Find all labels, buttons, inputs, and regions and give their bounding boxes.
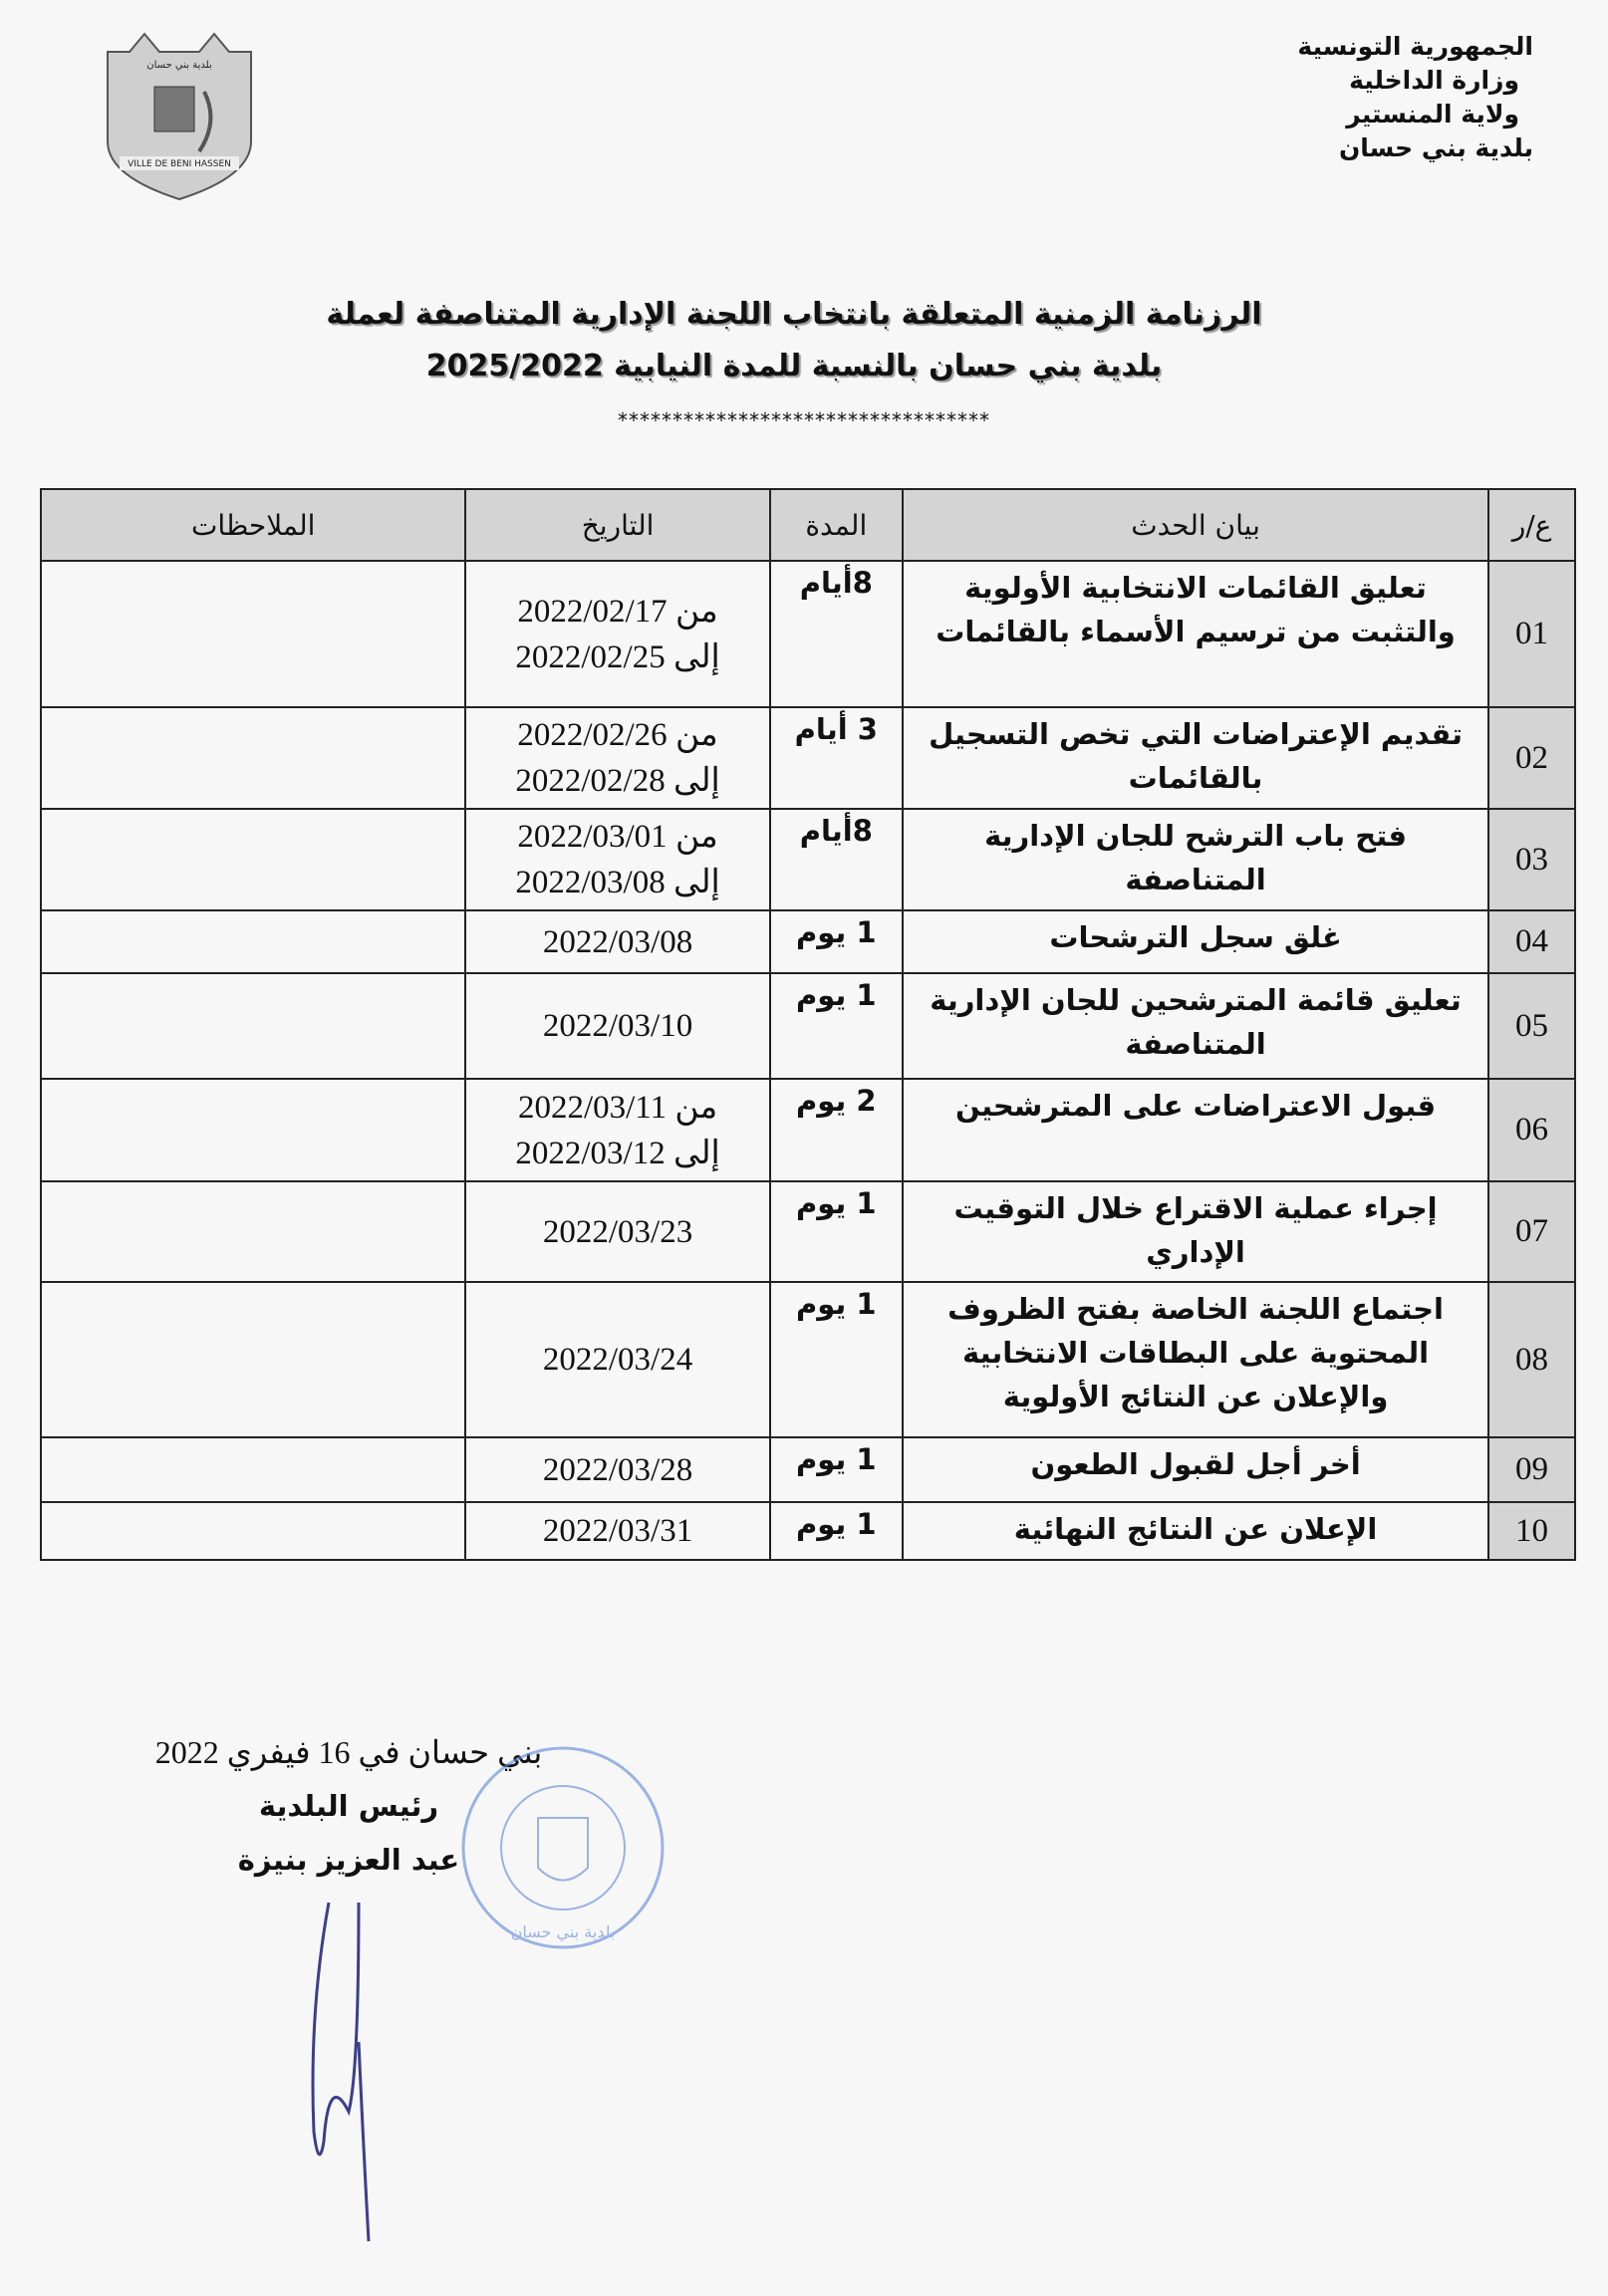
notes-cell bbox=[41, 1437, 465, 1502]
document-title bbox=[239, 289, 1349, 392]
row-number: 04 bbox=[1488, 910, 1575, 973]
duration: 8أيام bbox=[770, 561, 903, 707]
col-date: التاريخ bbox=[465, 489, 769, 561]
table-row bbox=[41, 910, 1575, 973]
date-from: من 2022/03/01 bbox=[517, 819, 718, 855]
date-cell bbox=[465, 910, 769, 973]
table-row bbox=[41, 1079, 1575, 1181]
municipality-logo bbox=[100, 32, 259, 201]
date-to: إلى 2022/02/28 bbox=[515, 763, 720, 799]
duration: 1 يوم bbox=[770, 1282, 903, 1437]
table-row bbox=[41, 1502, 1575, 1560]
event-description: الإعلان عن النتائج النهائية bbox=[903, 1502, 1488, 1560]
header-line: الجمهورية التونسية bbox=[1297, 32, 1533, 61]
row-number: 02 bbox=[1488, 707, 1575, 809]
row-number: 09 bbox=[1488, 1437, 1575, 1502]
header-line: وزارة الداخلية bbox=[1349, 66, 1519, 95]
date-to: إلى 2022/02/25 bbox=[515, 638, 720, 675]
table-row bbox=[41, 973, 1575, 1079]
row-number: 08 bbox=[1488, 1282, 1575, 1437]
notes-cell bbox=[41, 1502, 465, 1560]
notes-cell bbox=[41, 809, 465, 910]
row-number: 07 bbox=[1488, 1181, 1575, 1282]
svg-text:بلدية بني حسان: بلدية بني حسان bbox=[146, 60, 212, 71]
notes-cell bbox=[41, 707, 465, 809]
event-description: فتح باب الترشح للجان الإدارية المتناصفة bbox=[903, 809, 1488, 910]
row-number: 01 bbox=[1488, 561, 1575, 707]
date-cell bbox=[465, 809, 769, 910]
place-date: بني حسان في 16 فيفري 2022 bbox=[154, 1734, 543, 1770]
duration: 1 يوم bbox=[770, 910, 903, 973]
event-description: أخر أجل لقبول الطعون bbox=[903, 1437, 1488, 1502]
date-single: 2022/03/08 bbox=[542, 923, 693, 960]
table-row bbox=[41, 561, 1575, 707]
date-cell bbox=[465, 973, 769, 1079]
date-from: من 2022/02/17 bbox=[517, 593, 718, 630]
separator-stars: ********************************** bbox=[618, 408, 990, 432]
table-header-row bbox=[41, 489, 1575, 561]
date-single: 2022/03/10 bbox=[542, 1008, 693, 1044]
table-row bbox=[41, 809, 1575, 910]
col-notes: الملاحظات bbox=[41, 489, 465, 561]
table-row bbox=[41, 1282, 1575, 1437]
date-to: إلى 2022/03/12 bbox=[515, 1135, 720, 1171]
notes-cell bbox=[41, 973, 465, 1079]
col-duration: المدة bbox=[770, 489, 903, 561]
col-num: ع/ر bbox=[1488, 489, 1575, 561]
date-from: من 2022/03/11 bbox=[517, 1089, 718, 1126]
notes-cell bbox=[41, 561, 465, 707]
duration: 1 يوم bbox=[770, 973, 903, 1079]
duration: 1 يوم bbox=[770, 1502, 903, 1560]
event-description: تقديم الإعتراضات التي تخص التسجيل بالقائمات bbox=[903, 707, 1488, 809]
event-description: تعليق قائمة المترشحين للجان الإدارية المتناصفة bbox=[903, 973, 1488, 1079]
date-cell bbox=[465, 1181, 769, 1282]
header-line: ولاية المنستير bbox=[1346, 100, 1519, 128]
date-cell bbox=[465, 1282, 769, 1437]
date-single: 2022/03/28 bbox=[542, 1451, 693, 1488]
event-description: إجراء عملية الاقتراع خلال التوقيت الإداري bbox=[903, 1181, 1488, 1282]
date-cell bbox=[465, 1437, 769, 1502]
date-cell bbox=[465, 707, 769, 809]
event-description: اجتماع اللجنة الخاصة بفتح الظروف المحتوية على البطاقات الانتخابية والإعلان عن النتائج الأولوية bbox=[903, 1282, 1488, 1437]
notes-cell bbox=[41, 1079, 465, 1181]
duration: 2 يوم bbox=[770, 1079, 903, 1181]
row-number: 03 bbox=[1488, 809, 1575, 910]
duration: 1 يوم bbox=[770, 1181, 903, 1282]
schedule-table bbox=[40, 488, 1576, 1561]
notes-cell bbox=[41, 1181, 465, 1282]
notes-cell bbox=[41, 1282, 465, 1437]
date-to: إلى 2022/03/08 bbox=[515, 865, 720, 900]
date-cell bbox=[465, 561, 769, 707]
event-description: غلق سجل الترشحات bbox=[903, 910, 1488, 973]
date-single: 2022/03/23 bbox=[542, 1213, 693, 1250]
event-description: قبول الاعتراضات على المترشحين bbox=[903, 1079, 1488, 1181]
svg-text:بلدية بني حسان: بلدية بني حسان bbox=[510, 1922, 616, 1941]
row-number: 10 bbox=[1488, 1502, 1575, 1560]
official-stamp bbox=[453, 1738, 672, 1957]
col-event: بيان الحدث bbox=[903, 489, 1488, 561]
date-single: 2022/03/31 bbox=[542, 1513, 693, 1549]
row-number: 06 bbox=[1488, 1079, 1575, 1181]
event-description: تعليق القائمات الانتخابية الأولوية والتثبت من ترسيم الأسماء بالقائمات bbox=[903, 561, 1488, 707]
date-from: من 2022/02/26 bbox=[517, 717, 718, 753]
duration: 3 أيام bbox=[770, 707, 903, 809]
title-line-2: بلدية بني حسان بالنسبة للمدة النيابية 2025/2022 bbox=[425, 349, 1163, 383]
duration: 1 يوم bbox=[770, 1437, 903, 1502]
issuer-header bbox=[1297, 30, 1533, 165]
table-row bbox=[41, 707, 1575, 809]
title-line-1: الرزنامة الزمنية المتعلقة بانتخاب اللجنة الإدارية المتناصفة لعملة bbox=[326, 297, 1262, 332]
date-single: 2022/03/24 bbox=[542, 1342, 693, 1378]
signatory-name: عبد العزيز بنيزة bbox=[237, 1843, 460, 1877]
row-number: 05 bbox=[1488, 973, 1575, 1079]
handwritten-signature bbox=[249, 1893, 408, 2251]
header-line: بلدية بني حسان bbox=[1338, 133, 1533, 162]
date-cell bbox=[465, 1502, 769, 1560]
duration: 8أيام bbox=[770, 809, 903, 910]
svg-text:VILLE DE BENI HASSEN: VILLE DE BENI HASSEN bbox=[128, 159, 231, 169]
table-row bbox=[41, 1437, 1575, 1502]
date-cell bbox=[465, 1079, 769, 1181]
table-row bbox=[41, 1181, 1575, 1282]
signatory-role: رئيس البلدية bbox=[258, 1789, 439, 1823]
notes-cell bbox=[41, 910, 465, 973]
